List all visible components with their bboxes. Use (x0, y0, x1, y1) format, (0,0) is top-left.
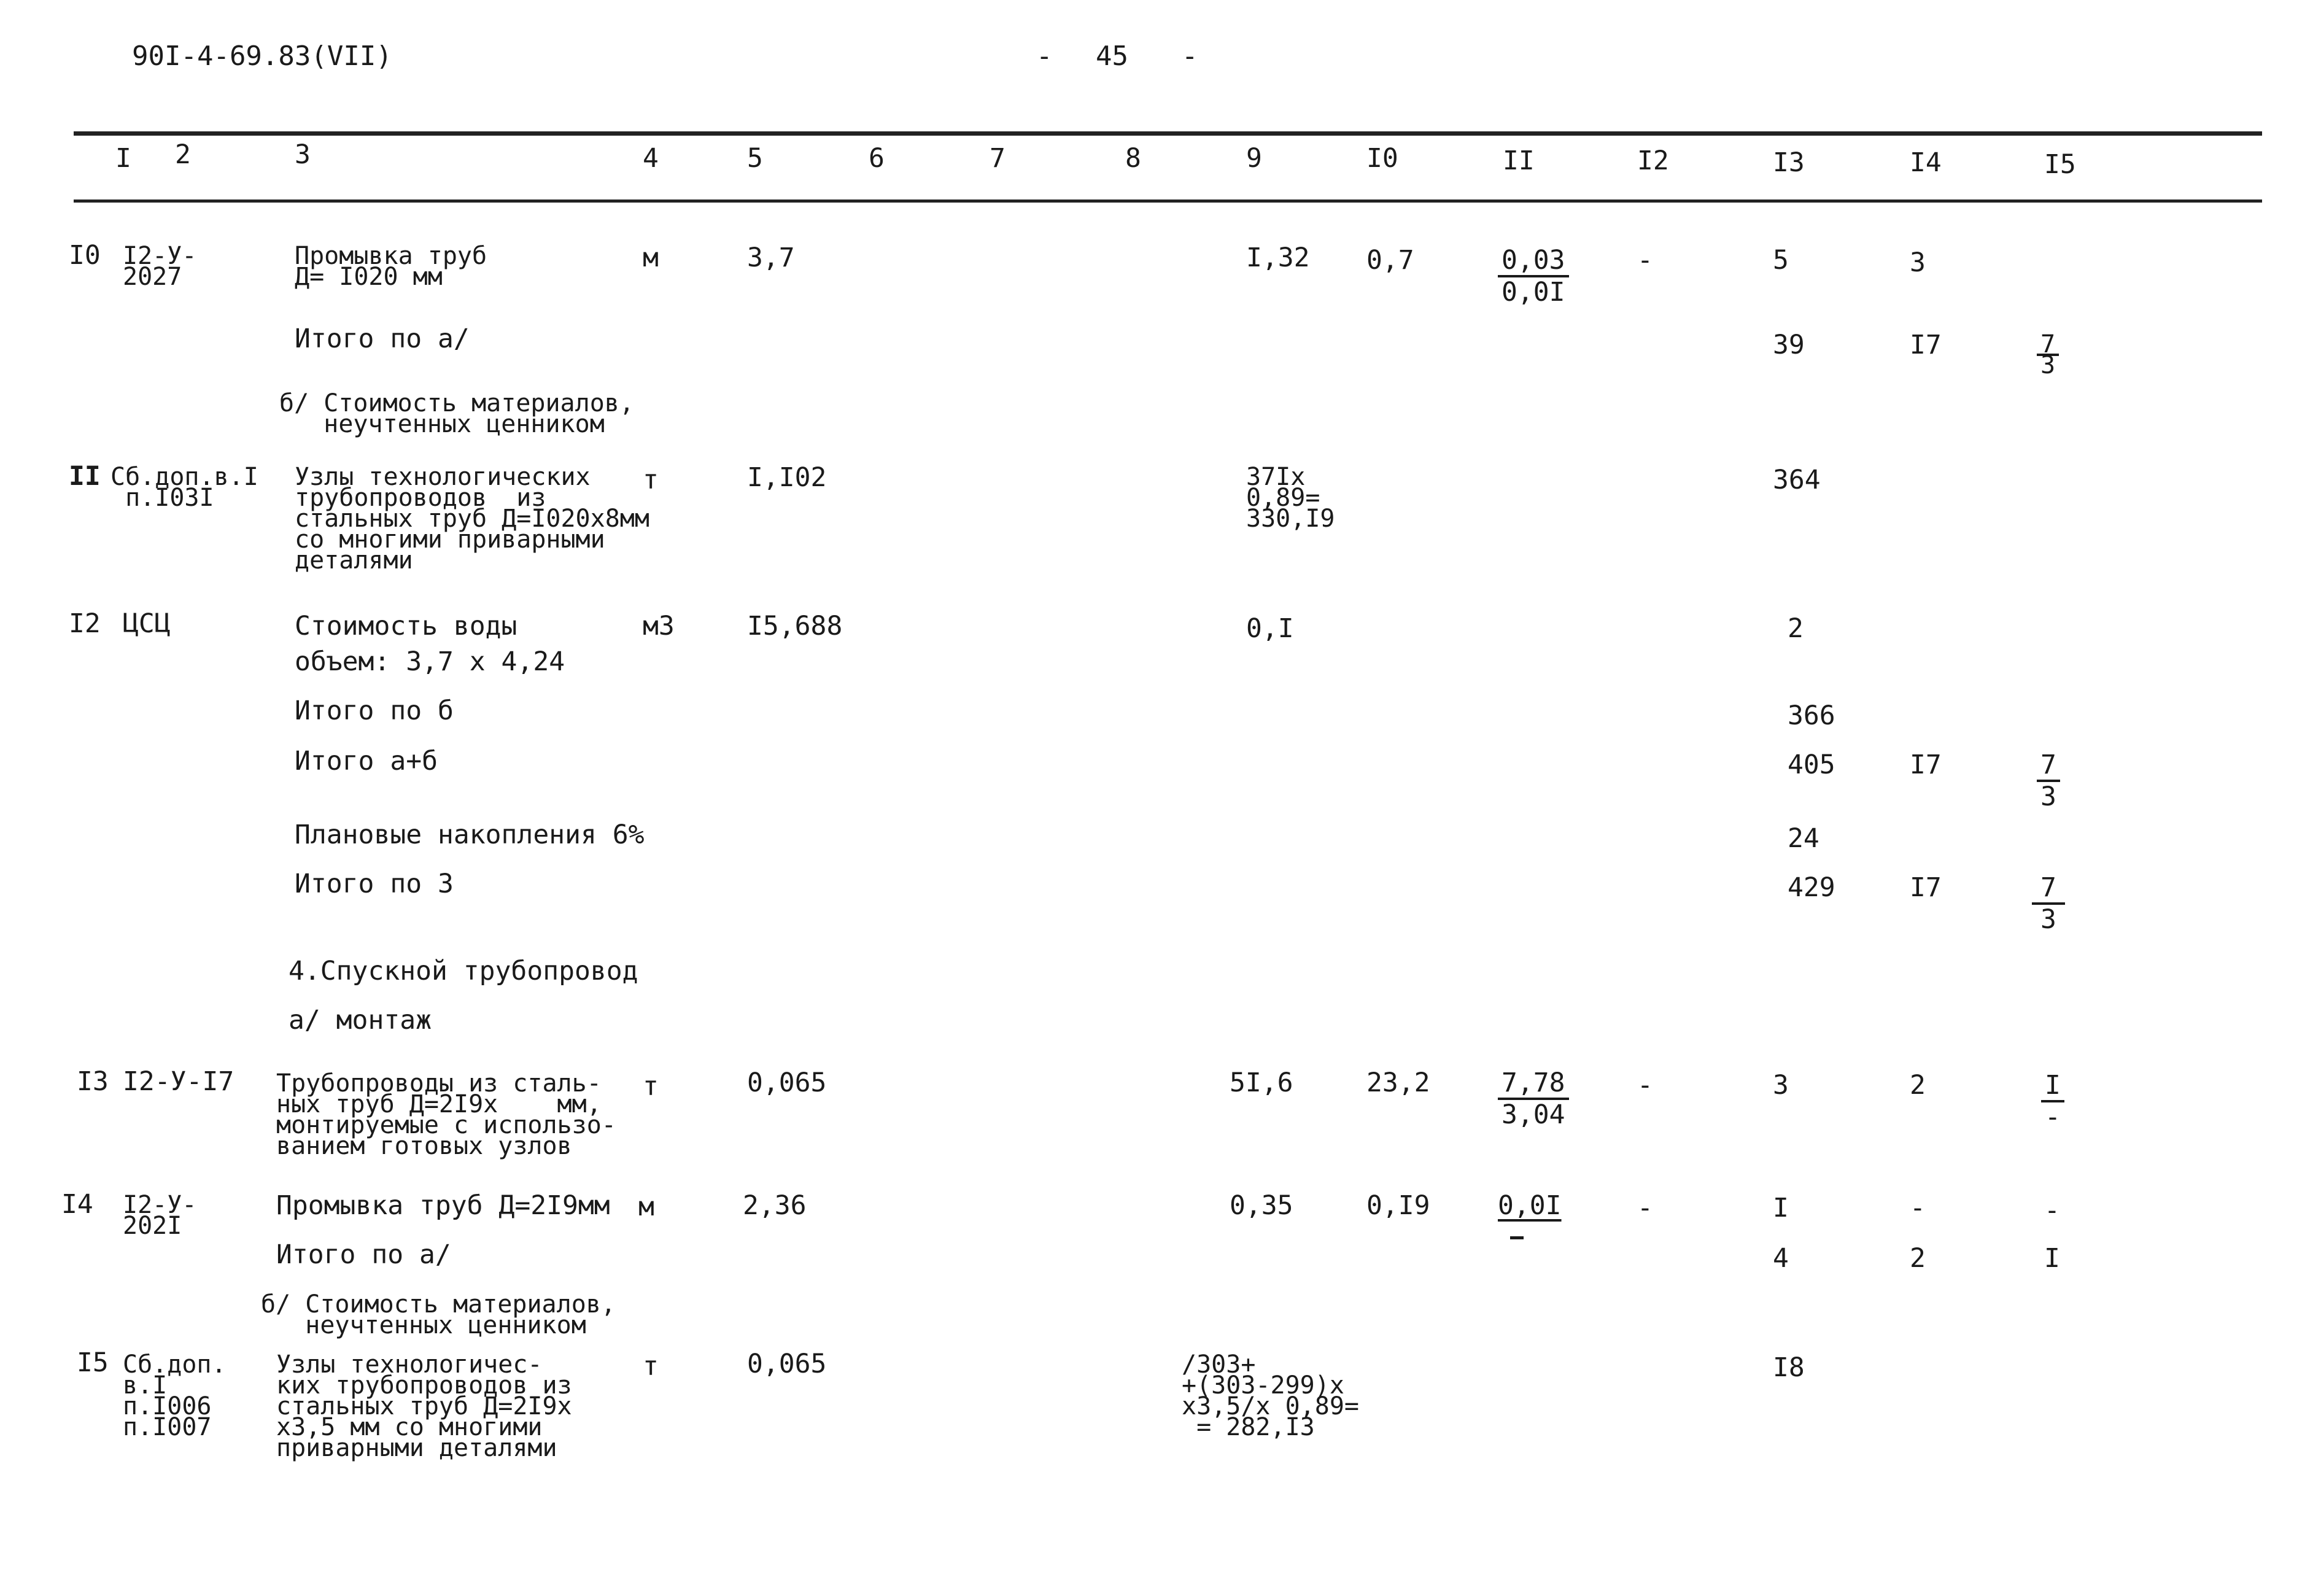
rate-code: I2-У-I7 (123, 1066, 234, 1097)
col11-denominator: 0,0I (1501, 277, 1565, 308)
col-header-12: I2 (1637, 145, 1669, 176)
col14-value: I7 (1910, 872, 1942, 903)
col13-value: 429 (1788, 872, 1835, 903)
subtotal-label: Итого по а/ (276, 1239, 451, 1270)
planned-savings-label: Плановые накопления 6% (295, 819, 645, 850)
col12-value: - (1637, 245, 1653, 276)
unit: м (638, 1191, 654, 1222)
item-name: Стоимость воды (295, 611, 517, 641)
col-header-7: 7 (990, 143, 1006, 174)
quantity: 0,065 (747, 1067, 827, 1098)
col13-value: 405 (1788, 750, 1835, 780)
row-number: I4 (61, 1189, 93, 1220)
col15-denominator: 3 (2040, 351, 2056, 379)
subtotal-label: Итого по б (295, 695, 454, 726)
section-4-title: 4.Спускной трубопровод (289, 956, 638, 986)
document-code: 90I-4-69.83(VII) (132, 41, 392, 72)
col15-fraction (2037, 330, 2059, 379)
unit: м (643, 242, 659, 273)
col-header-13: I3 (1773, 147, 1805, 178)
col12-value: - (1637, 1193, 1653, 1223)
col13-value: I (1773, 1193, 1789, 1223)
page-dash-right: - (1182, 41, 1198, 72)
col12-value: - (1637, 1070, 1653, 1101)
col14-value: 2 (1910, 1070, 1926, 1101)
col14-value: I7 (1910, 330, 1942, 360)
volume-calc: объем: 3,7 х 4,24 (295, 646, 565, 677)
subtotal-label: Итого а+б (295, 746, 438, 777)
section-materials-1: б/ Стоимость материалов, неучтенных ценником (279, 389, 634, 438)
rate-code: I2-У- 2027 (123, 242, 197, 291)
col13-value: 366 (1788, 700, 1835, 731)
col11-mark (1510, 1236, 1524, 1239)
col15-denominator: 3 (2040, 781, 2056, 812)
table-top-rule (74, 131, 2262, 136)
col-header-3: 3 (295, 139, 311, 170)
col15-numerator: 7 (2037, 335, 2059, 356)
col9-value: 0,I (1246, 613, 1294, 644)
quantity: 0,065 (747, 1349, 827, 1379)
col15-numerator: I (2041, 1073, 2064, 1102)
col13-value: 2 (1788, 613, 1804, 644)
col11-fraction (1498, 1067, 1569, 1130)
col15-fraction (2037, 750, 2060, 812)
col11-numerator: 7,78 (1498, 1071, 1569, 1100)
table-header-rule (74, 200, 2262, 203)
item-name: Трубопроводы из сталь- ных труб Д=2I9х мм, монтируемые с использо- ванием готовых узлов (276, 1069, 616, 1160)
rate-code: Сб.доп.в.I п.I03I (110, 463, 258, 512)
col-header-11: II (1503, 145, 1535, 176)
col15-fraction (2041, 1070, 2064, 1133)
row-number: I2 (69, 608, 101, 639)
col-header-15: I5 (2044, 149, 2076, 180)
quantity: I5,688 (747, 611, 843, 641)
subtotal-label: Итого по а/ (295, 323, 470, 354)
col15-denominator: - (2045, 1102, 2061, 1133)
col13-value: 24 (1788, 823, 1819, 854)
col14-value: 2 (1910, 1243, 1926, 1274)
col9-value: I,32 (1246, 242, 1310, 273)
page-number: 45 (1096, 41, 1128, 72)
col9-value: 37Iх 0,89= 330,I9 (1246, 463, 1335, 533)
col10-value: 0,7 (1366, 245, 1414, 276)
row-number: I5 (77, 1347, 109, 1378)
col15-numerator: 7 (2037, 753, 2060, 782)
col13-value: 364 (1773, 465, 1821, 495)
col13-value: 3 (1773, 1070, 1789, 1101)
item-name: Промывка труб Д=2I9мм (276, 1190, 610, 1221)
col15-value: - (2044, 1195, 2060, 1226)
col-header-14: I4 (1910, 147, 1942, 178)
rate-code: ЦСЦ (123, 608, 171, 639)
col9-value: 5I,6 (1230, 1067, 1293, 1098)
col-header-4: 4 (643, 143, 659, 174)
col-header-10: I0 (1366, 143, 1398, 174)
col9-value: /303+ +(303-299)х х3,5/х 0,89= = 282,I3 (1182, 1350, 1359, 1441)
item-name: Узлы технологичес- ких трубопроводов из стальных труб Д=2I9х х3,5 мм со многими приварными деталями (276, 1350, 572, 1462)
row-number: I0 (69, 240, 101, 271)
section-4a-title: а/ монтаж (289, 1005, 432, 1036)
section-materials-2: б/ Стоимость материалов, неучтенных ценником (261, 1290, 616, 1339)
rate-code: I2-У- 202I (123, 1191, 197, 1240)
col15-denominator: 3 (2040, 904, 2056, 935)
col14-value: - (1910, 1193, 1926, 1223)
col13-value: I8 (1773, 1352, 1805, 1383)
col10-value: 23,2 (1366, 1067, 1430, 1098)
col-header-5: 5 (747, 143, 763, 174)
col11-value: 0,0I (1498, 1190, 1562, 1221)
quantity: 3,7 (747, 242, 795, 273)
subtotal-label: Итого по 3 (295, 869, 454, 899)
col-header-2: 2 (175, 139, 191, 170)
col13-value: 39 (1773, 330, 1805, 360)
unit: м3 (643, 611, 675, 641)
quantity: I,I02 (747, 462, 827, 493)
col-header-1: I (115, 143, 131, 174)
col11-numerator: 0,03 (1498, 248, 1569, 277)
item-name: Узлы технологических трубопроводов из стальных труб Д=I020х8мм со многими приварными деталями (295, 463, 649, 575)
col13-value: 5 (1773, 245, 1789, 276)
col-header-9: 9 (1246, 143, 1262, 174)
col10-value: 0,I9 (1366, 1190, 1430, 1221)
col-header-8: 8 (1125, 143, 1141, 174)
unit: т (643, 465, 659, 495)
col9-value: 0,35 (1230, 1190, 1293, 1221)
row-number: II (69, 461, 101, 492)
col15-numerator: 7 (2032, 875, 2065, 905)
unit: т (643, 1071, 659, 1102)
page-dash-left: - (1036, 41, 1053, 72)
rate-code: Сб.доп. в.I п.I006 п.I007 (123, 1350, 227, 1441)
col13-value: 4 (1773, 1243, 1789, 1274)
col15-fraction (2032, 872, 2065, 935)
row-number: I3 (77, 1066, 109, 1097)
col14-value: I7 (1910, 750, 1942, 780)
col-header-6: 6 (869, 143, 885, 174)
col15-value: I (2044, 1243, 2060, 1274)
quantity: 2,36 (743, 1190, 807, 1221)
unit: т (643, 1351, 659, 1382)
col11-fraction (1498, 245, 1569, 308)
col11-denominator: 3,04 (1501, 1099, 1565, 1130)
item-name: Промывка труб Д= I020 мм (295, 242, 487, 291)
col14-value: 3 (1910, 247, 1926, 278)
